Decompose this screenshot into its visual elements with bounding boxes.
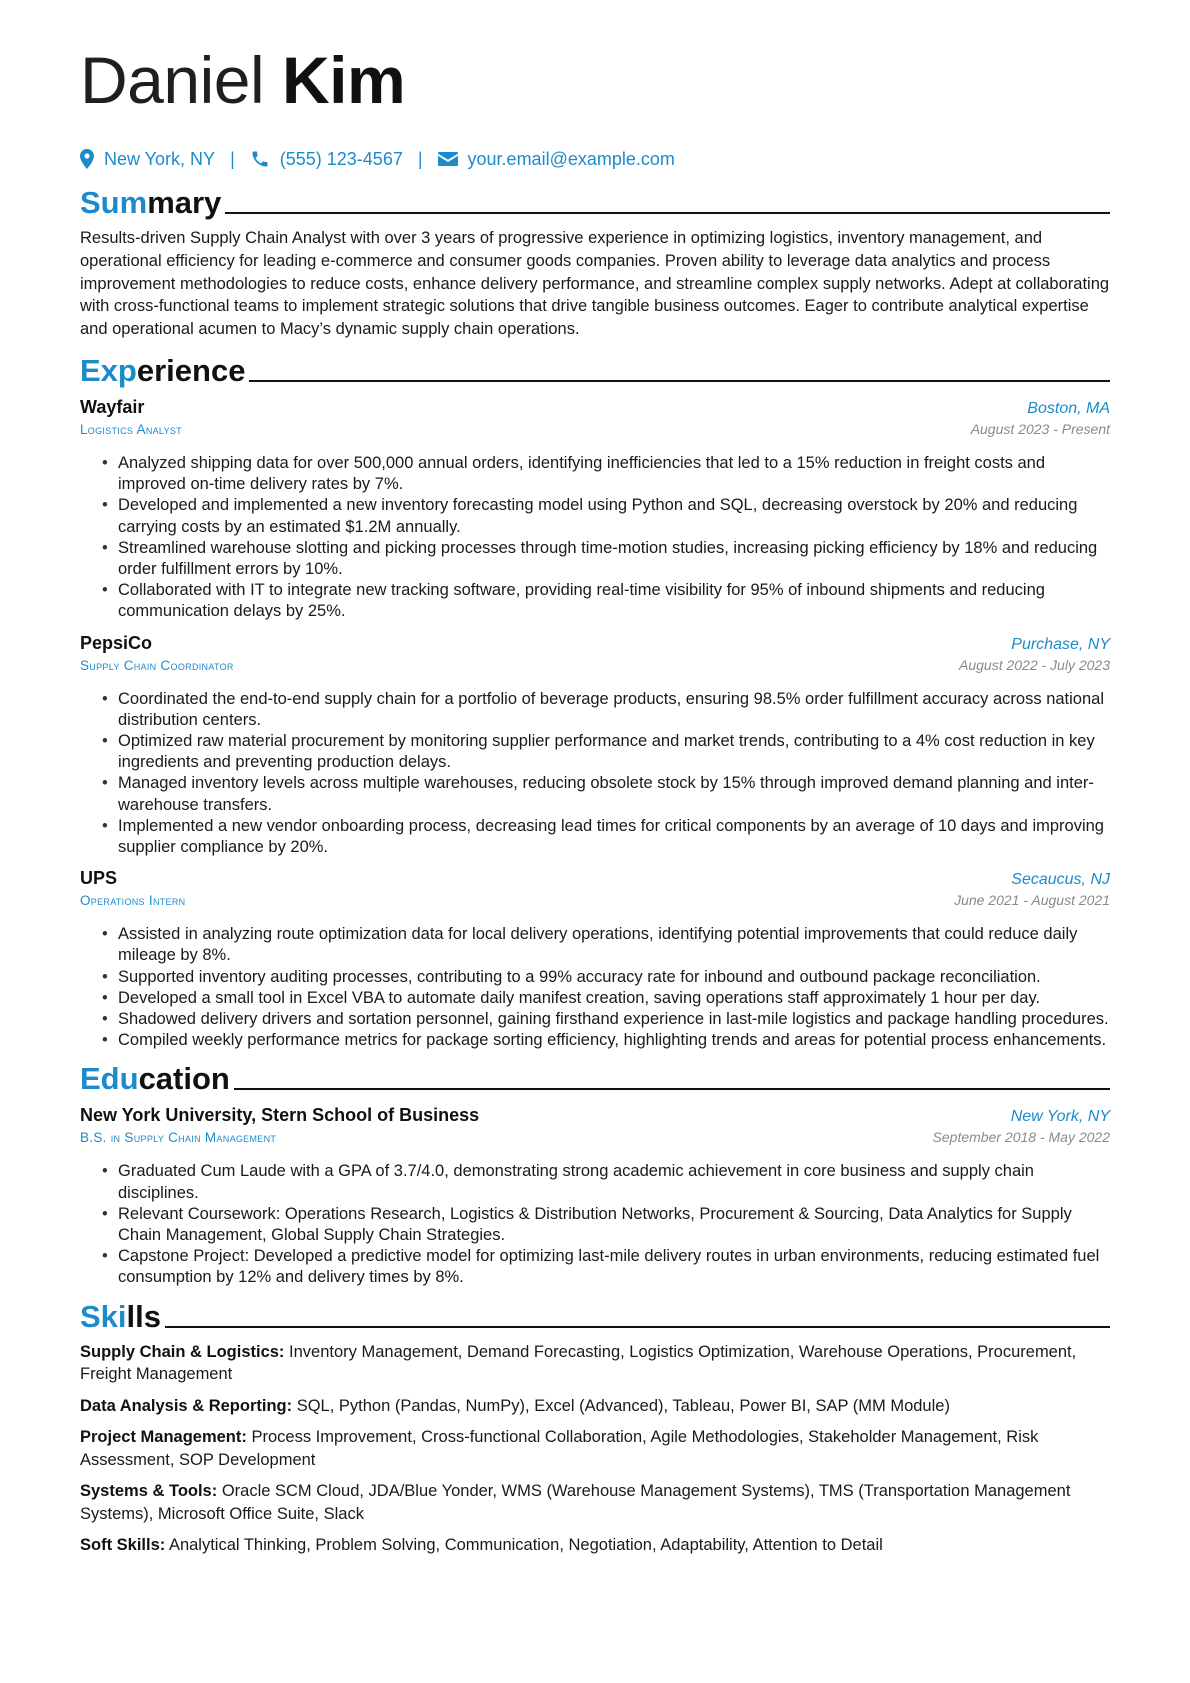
education-detail-list xyxy=(80,1161,1110,1288)
list-item: • Implemented a new vendor onboarding process, decreasing lead times for critical components by an average of 10 days and improving supplier compliance by 20%. xyxy=(118,816,1110,858)
experience-heading xyxy=(80,351,1110,391)
company-location: Purchase, NY xyxy=(1011,635,1110,653)
achievement-list xyxy=(80,453,1110,623)
summary-heading xyxy=(80,183,1110,223)
phone-text: (555) 123-4567 xyxy=(279,148,403,169)
list-item: • Shadowed delivery drivers and sortation personnel, gaining firsthand experience in last-mile logistics and package handling procedures. xyxy=(118,1009,1110,1030)
skill-group xyxy=(80,1341,1110,1386)
last-name: Kim xyxy=(281,43,406,117)
entry-subheader xyxy=(80,1129,1110,1151)
section-divider xyxy=(225,212,1110,214)
section-divider xyxy=(165,1326,1110,1328)
list-item: • Developed and implemented a new inventory forecasting model using Python and SQL, decreasing overstock by 20% and reducing carrying costs by an estimated $1.2M annually. xyxy=(118,495,1110,537)
job-dates: August 2022 - July 2023 xyxy=(959,656,1110,673)
list-item: • Capstone Project: Developed a predictive model for optimizing last-mile delivery routes in urban environments, reducing estimated fuel consumption by 12% and delivery times by 8%. xyxy=(118,1246,1110,1288)
list-item: • Collaborated with IT to integrate new tracking software, providing real-time visibility for 95% of inbound shipments and reducing communication delays by 25%. xyxy=(118,580,1110,622)
skill-group-label: Soft Skills: xyxy=(80,1536,166,1555)
summary-title-rest: mary xyxy=(147,185,222,220)
school-name: New York University, Stern School of Business xyxy=(80,1105,480,1126)
job-title: Logistics Analyst xyxy=(80,421,182,437)
list-item: • Streamlined warehouse slotting and picking processes through time-motion studies, increasing picking efficiency by 18% and reducing order fulfillment errors by 10%. xyxy=(118,538,1110,580)
list-item: • Supported inventory auditing processes, contributing to a 99% accuracy rate for inbound and outbound package reconciliation. xyxy=(118,967,1110,988)
candidate-name xyxy=(80,40,1110,120)
list-item: • Compiled weekly performance metrics for package sorting efficiency, highlighting trends and areas for potential process enhancements. xyxy=(118,1030,1110,1051)
contact-location xyxy=(80,149,215,170)
skill-group-label: Data Analysis & Reporting: xyxy=(80,1396,293,1415)
location-text: New York, NY xyxy=(104,148,216,169)
entry-subheader xyxy=(80,421,1110,443)
company-name: Wayfair xyxy=(80,396,145,417)
list-item: • Optimized raw material procurement by monitoring supplier performance and market trends, contributing to a 4% cost reduction in key ingredients and preventing production delays. xyxy=(118,731,1110,773)
job-title: Supply Chain Coordinator xyxy=(80,657,234,673)
first-name: Daniel xyxy=(80,43,265,117)
experience-entry-ups xyxy=(80,868,1110,1051)
skills-heading xyxy=(80,1297,1110,1337)
skill-group-value: Oracle SCM Cloud, JDA/Blue Yonder, WMS (Warehouse Management Systems), TMS (Transportation Management Systems), Microsoft Office Suite, Slack xyxy=(80,1482,1071,1523)
skill-group-label: Supply Chain & Logistics: xyxy=(80,1342,285,1361)
skill-group-value: Inventory Management, Demand Forecasting, Logistics Optimization, Warehouse Operations, Procurement, Freight Management xyxy=(80,1342,1077,1384)
skill-group-label: Project Management: xyxy=(80,1428,247,1447)
education-entry-nyu xyxy=(80,1105,1110,1288)
skills-title-rest: lls xyxy=(126,1298,161,1334)
skills-list xyxy=(80,1341,1110,1557)
list-item: • Relevant Coursework: Operations Research, Logistics & Distribution Networks, Procurement & Sourcing, Data Analytics for Supply Chain Management, Global Supply Chain Strategies. xyxy=(118,1204,1110,1246)
list-item: • Developed a small tool in Excel VBA to automate daily manifest creation, saving operations staff approximately 1 hour per day. xyxy=(118,988,1110,1009)
job-dates: August 2023 - Present xyxy=(970,420,1110,437)
experience-title-accent: Exp xyxy=(80,352,137,388)
entry-subheader xyxy=(80,657,1110,679)
summary-title-accent: Sum xyxy=(80,185,148,220)
contact-separator: | xyxy=(230,148,235,169)
experience-title-rest: erience xyxy=(136,352,246,388)
experience-title xyxy=(80,351,245,391)
skill-group xyxy=(80,1480,1110,1525)
map-pin-icon xyxy=(80,149,104,169)
achievement-list xyxy=(80,689,1110,859)
list-item: • Assisted in analyzing route optimization data for local delivery operations, identifying potential improvements that could reduce daily mileage by 8%. xyxy=(118,924,1110,966)
skill-group-value: Process Improvement, Cross-functional Collaboration, Agile Methodologies, Stakeholder Management, Risk Assessment, SOP Development xyxy=(80,1428,1039,1469)
summary-title xyxy=(80,183,221,223)
contact-phone[interactable] xyxy=(250,149,403,170)
experience-entry-wayfair xyxy=(80,397,1110,623)
summary-text: Results-driven Supply Chain Analyst with over 3 years of progressive experience in optimizing logistics, inventory management, and operational efficiency for leading e-commerce and consumer goods companies. Proven ability to leverage data analytics and process improvement methodologies to reduce costs, enhance delivery performance, and streamline complex supply networks. Adept at collaborating with cross-functional teams to implement strategic solutions that drive tangible business outcomes. Eager to contribute analytical expertise and operational acumen to Macy’s dynamic supply chain operations. xyxy=(80,229,1110,339)
job-dates: June 2021 - August 2021 xyxy=(954,892,1110,909)
contact-email[interactable] xyxy=(438,149,675,170)
phone-icon xyxy=(250,149,280,169)
company-name: UPS xyxy=(80,868,118,889)
achievement-list xyxy=(80,924,1110,1051)
entry-header xyxy=(80,633,1110,657)
degree-title: B.S. in Supply Chain Management xyxy=(80,1130,277,1146)
education-title-accent: Edu xyxy=(80,1061,139,1097)
skill-group xyxy=(80,1534,1110,1557)
job-title: Operations Intern xyxy=(80,893,186,909)
skill-group-value: Analytical Thinking, Problem Solving, Communication, Negotiation, Adaptability, Attention to Detail xyxy=(168,1536,883,1555)
education-dates: September 2018 - May 2022 xyxy=(932,1129,1110,1146)
section-divider xyxy=(234,1088,1110,1090)
education-title-rest: cation xyxy=(138,1061,230,1097)
list-item: • Coordinated the end-to-end supply chain for a portfolio of beverage products, ensuring 98.5% order fulfillment accuracy across national distribution centers. xyxy=(118,689,1110,731)
company-name: PepsiCo xyxy=(80,632,153,653)
list-item: • Managed inventory levels across multiple warehouses, reducing obsolete stock by 15% through improved demand planning and inter-warehouse transfers. xyxy=(118,773,1110,815)
entry-header xyxy=(80,868,1110,892)
contact-bar xyxy=(80,145,1110,173)
envelope-icon xyxy=(438,151,468,167)
skill-group xyxy=(80,1426,1110,1471)
skills-title-accent: Ski xyxy=(80,1298,127,1334)
list-item: • Analyzed shipping data for over 500,000 annual orders, identifying inefficiencies that led to a 15% reduction in freight costs and improved on-time delivery rates by 7%. xyxy=(118,453,1110,495)
skill-group-label: Systems & Tools: xyxy=(80,1482,218,1501)
skill-group-value: SQL, Python (Pandas, NumPy), Excel (Advanced), Tableau, Power BI, SAP (MM Module) xyxy=(296,1396,950,1415)
email-link: your.email@example.com xyxy=(467,148,675,169)
education-heading xyxy=(80,1059,1110,1099)
list-item: • Graduated Cum Laude with a GPA of 3.7/4.0, demonstrating strong academic achievement in core business and supply chain disciplines. xyxy=(118,1161,1110,1203)
education-title xyxy=(80,1059,230,1099)
company-location: Boston, MA xyxy=(1027,399,1110,417)
entry-subheader xyxy=(80,892,1110,914)
contact-separator: | xyxy=(417,148,423,169)
company-location: Secaucus, NJ xyxy=(1011,871,1110,889)
skills-title xyxy=(80,1297,161,1337)
entry-header xyxy=(80,397,1110,421)
school-location: New York, NY xyxy=(1010,1108,1110,1126)
entry-header xyxy=(80,1105,1110,1129)
section-divider xyxy=(249,380,1110,382)
experience-entry-pepsico xyxy=(80,633,1110,859)
skill-group xyxy=(80,1395,1110,1418)
